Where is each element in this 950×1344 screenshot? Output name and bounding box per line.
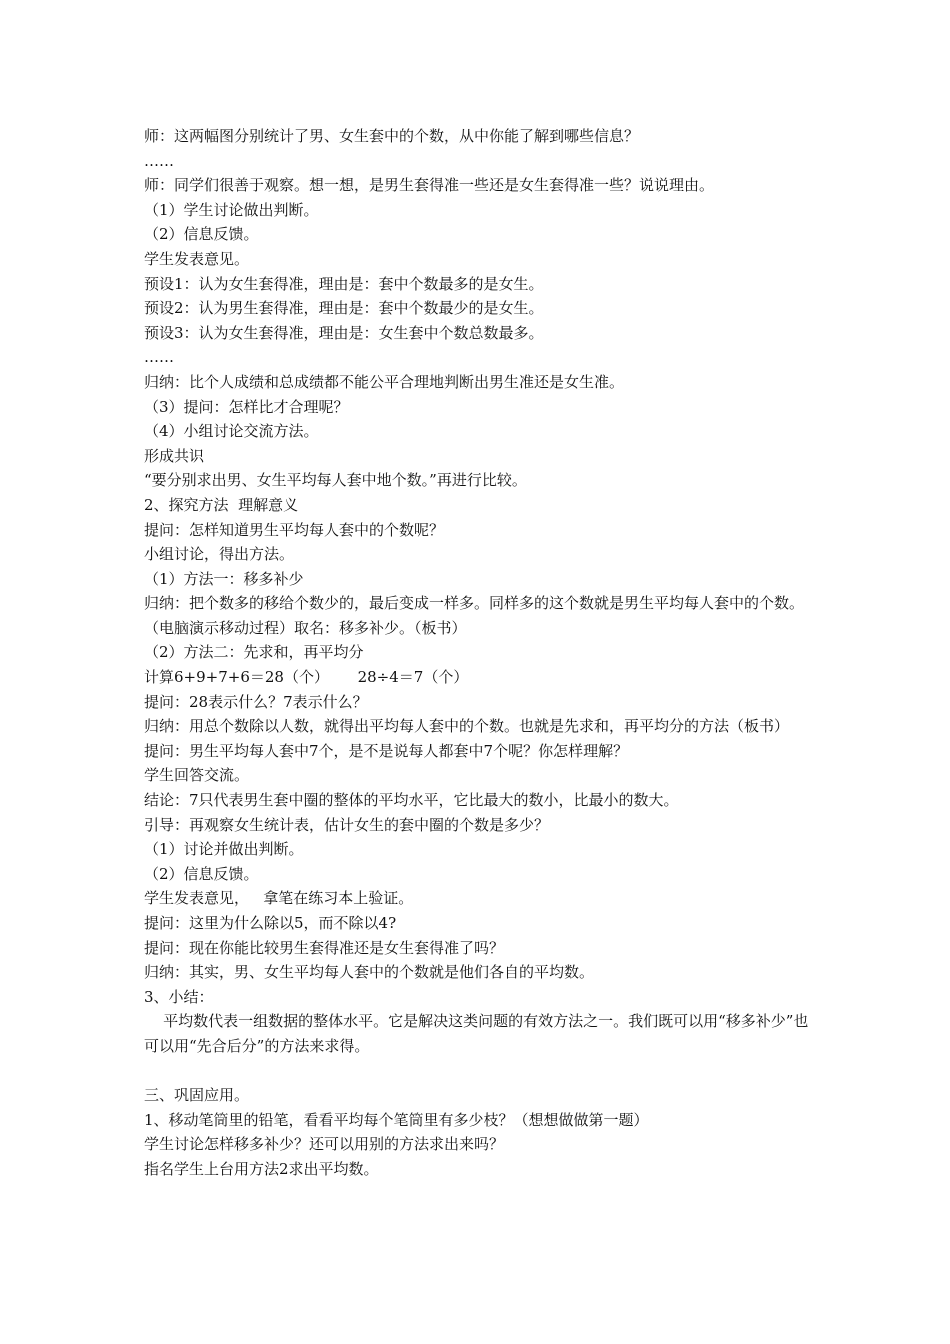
blank-line: [144, 1059, 820, 1084]
text-line-6: 学生发表意见。: [144, 249, 250, 268]
text-line-29: （1）讨论并做出判断。: [144, 840, 304, 859]
text-line-4: （1）学生讨论做出判断。: [144, 200, 319, 219]
text-line-41: 指名学生上台用方法2求出平均数。: [144, 1159, 379, 1178]
text-line-30: （2）信息反馈。: [144, 864, 259, 883]
text-line-19: （1）方法一：移多补少: [144, 569, 304, 588]
text-line-34: 归纳：其实，男、女生平均每人套中的个数就是他们各自的平均数。: [144, 963, 595, 982]
text-line-10: ……: [144, 348, 174, 367]
summary-paragraph: 平均数代表一组数据的整体水平。它是解决这类问题的有效方法之一。我们既可以用“移多补少”也可以用“先合后分”的方法来求得。: [144, 1012, 809, 1055]
text-line-18: 小组讨论，得出方法。: [144, 545, 295, 564]
text-line-26: 学生回答交流。: [144, 766, 250, 785]
text-line-3: 师：同学们很善于观察。想一想，是男生套得准一些还是女生套得准一些？说说理由。: [144, 176, 715, 195]
text-line-2: ……: [144, 151, 174, 170]
text-line-9: 预设3：认为女生套得准，理由是：女生套中个数总数最多。: [144, 323, 544, 342]
text-line-13: （4）小组讨论交流方法。: [144, 422, 319, 441]
document-body: [144, 124, 820, 1182]
text-line-17: 提问：怎样知道男生平均每人套中的个数呢？: [144, 520, 445, 539]
text-line-23: 提问：28表示什么？7表示什么？: [144, 692, 368, 711]
text-paragraph-24: 归纳：用总个数除以人数，就得出平均每人套中的个数。也就是先求和，再平均分的方法（板书）: [144, 717, 790, 736]
text-line-15: “要分别求出男、女生平均每人套中地个数。”再进行比较。: [144, 471, 527, 490]
text-line-25: 提问：男生平均每人套中7个，是不是说每人都套中7个呢？你怎样理解？: [144, 741, 629, 760]
section-heading-3: 3、小结：: [144, 987, 214, 1006]
text-line-21: （2）方法二：先求和，再平均分: [144, 643, 364, 662]
text-line-28: 引导：再观察女生统计表，估计女生的套中圈的个数是多少？: [144, 815, 550, 834]
text-line-14: 形成共识: [144, 446, 205, 465]
text-line-7: 预设1：认为女生套得准，理由是：套中个数最多的是女生。: [144, 274, 544, 293]
text-paragraph-20: 归纳：把个数多的移给个数少的，最后变成一样多。同样多的这个数就是男生平均每人套中的个数。（电脑演示移动过程）取名：移多补少。（板书）: [144, 594, 805, 637]
text-line-27: 结论：7只代表男生套中圈的整体的平均水平，它比最大的数小，比最小的数大。: [144, 791, 679, 810]
section-heading-consolidate: 三、巩固应用。: [144, 1086, 250, 1105]
text-line-5: （2）信息反馈。: [144, 225, 259, 244]
text-line-12: （3）提问：怎样比才合理呢？: [144, 397, 349, 416]
text-line-31: 学生发表意见， 拿笔在练习本上验证。: [144, 889, 414, 908]
text-line-32: 提问：这里为什么除以5，而不除以4?: [144, 914, 397, 932]
section-heading-2: 2、探究方法 理解意义: [144, 495, 299, 514]
text-line-40: 学生讨论怎样移多补少？还可以用别的方法求出来吗？: [144, 1135, 505, 1154]
text-line-11: 归纳：比个人成绩和总成绩都不能公平合理地判断出男生准还是女生准。: [144, 372, 625, 391]
text-line-39: 1、移动笔筒里的铅笔，看看平均每个笔筒里有多少枝？（想想做做第一题）: [144, 1110, 649, 1129]
text-line-1: 师：这两幅图分别统计了男、女生套中的个数，从中你能了解到哪些信息？: [144, 127, 640, 145]
text-line-8: 预设2：认为男生套得准，理由是：套中个数最少的是女生。: [144, 299, 544, 318]
text-line-22: 计算6+9+7+6＝28（个） 28÷4＝7（个）: [144, 668, 469, 687]
text-line-33: 提问：现在你能比较男生套得准还是女生套得准了吗？: [144, 938, 505, 957]
